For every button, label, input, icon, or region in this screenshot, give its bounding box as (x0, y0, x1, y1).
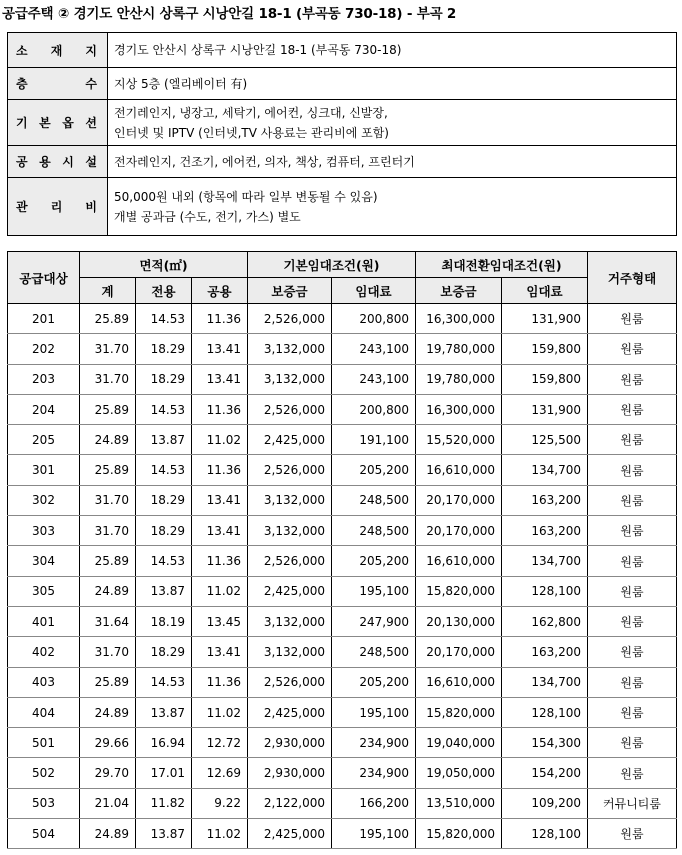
info-row (8, 68, 677, 100)
cell-unit-number: 204 (8, 394, 80, 424)
cell-max-deposit: 15,820,000 (416, 819, 502, 849)
cell-area-total: 25.89 (80, 304, 136, 334)
cell-unit-number: 302 (8, 485, 80, 515)
cell-max-rent: 128,100 (502, 819, 588, 849)
info-label-char: 지 (85, 43, 97, 58)
cell-area-common: 11.02 (192, 576, 248, 606)
cell-max-rent: 162,800 (502, 606, 588, 636)
info-label-char: 소 (16, 43, 28, 58)
cell-residence-type: 원룸 (588, 364, 677, 394)
cell-area-private: 18.29 (136, 334, 192, 364)
cell-basic-deposit: 2,526,000 (248, 455, 332, 485)
cell-basic-rent: 234,900 (332, 758, 416, 788)
info-value-line: 전기레인지, 냉장고, 세탁기, 에어컨, 싱크대, 신발장, (114, 105, 388, 120)
info-label-char: 재 (50, 43, 63, 58)
cell-area-common: 11.36 (192, 394, 248, 424)
table-row (8, 364, 677, 394)
info-value (108, 68, 677, 100)
table-row (8, 697, 677, 727)
cell-unit-number: 303 (8, 516, 80, 546)
table-row (8, 455, 677, 485)
cell-area-private: 17.01 (136, 758, 192, 788)
cell-area-total: 31.70 (80, 516, 136, 546)
cell-basic-deposit: 3,132,000 (248, 364, 332, 394)
cell-unit-number: 502 (8, 758, 80, 788)
table-row (8, 788, 677, 818)
cell-max-deposit: 16,300,000 (416, 394, 502, 424)
info-value-line: 전자레인지, 건조기, 에어컨, 의자, 책상, 컴퓨터, 프린터기 (114, 154, 415, 169)
cell-basic-deposit: 2,122,000 (248, 788, 332, 818)
cell-unit-number: 401 (8, 606, 80, 636)
cell-max-rent: 154,200 (502, 758, 588, 788)
cell-basic-rent: 195,100 (332, 576, 416, 606)
cell-max-rent: 128,100 (502, 697, 588, 727)
cell-max-rent: 134,700 (502, 455, 588, 485)
cell-residence-type: 원룸 (588, 334, 677, 364)
table-row (8, 637, 677, 667)
cell-unit-number: 304 (8, 546, 80, 576)
info-value-line: 경기도 안산시 상록구 시낭안길 18-1 (부곡동 730-18) (114, 43, 402, 57)
cell-basic-deposit: 2,425,000 (248, 425, 332, 455)
cell-basic-rent: 205,200 (332, 455, 416, 485)
header-basic-lease: 기본임대조건(원) (248, 252, 416, 278)
cell-area-common: 11.36 (192, 304, 248, 334)
table-row (8, 606, 677, 636)
cell-unit-number: 503 (8, 788, 80, 818)
cell-area-total: 25.89 (80, 546, 136, 576)
info-label (8, 68, 108, 100)
cell-max-deposit: 16,610,000 (416, 455, 502, 485)
cell-area-private: 18.19 (136, 606, 192, 636)
cell-basic-deposit: 3,132,000 (248, 637, 332, 667)
cell-max-rent: 131,900 (502, 394, 588, 424)
cell-area-private: 14.53 (136, 455, 192, 485)
info-label-char: 기 (16, 116, 28, 130)
cell-area-common: 13.41 (192, 516, 248, 546)
cell-max-deposit: 19,780,000 (416, 334, 502, 364)
info-label-char: 관 (16, 200, 28, 214)
cell-unit-number: 305 (8, 576, 80, 606)
cell-basic-deposit: 2,526,000 (248, 394, 332, 424)
info-label (8, 33, 108, 68)
cell-unit-number: 402 (8, 637, 80, 667)
cell-basic-deposit: 2,930,000 (248, 758, 332, 788)
cell-area-private: 18.29 (136, 364, 192, 394)
cell-area-common: 9.22 (192, 788, 248, 818)
cell-area-private: 14.53 (136, 304, 192, 334)
cell-basic-deposit: 2,425,000 (248, 819, 332, 849)
info-value (108, 146, 677, 178)
cell-max-rent: 159,800 (502, 334, 588, 364)
cell-basic-rent: 195,100 (332, 819, 416, 849)
cell-max-rent: 131,900 (502, 304, 588, 334)
info-row (8, 100, 677, 146)
cell-area-common: 11.02 (192, 819, 248, 849)
cell-area-common: 13.41 (192, 485, 248, 515)
cell-max-rent: 134,700 (502, 546, 588, 576)
cell-max-deposit: 20,170,000 (416, 485, 502, 515)
info-value (108, 33, 677, 68)
cell-max-deposit: 19,780,000 (416, 364, 502, 394)
cell-residence-type: 원룸 (588, 516, 677, 546)
cell-unit-number: 202 (8, 334, 80, 364)
cell-residence-type: 커뮤니티룸 (588, 788, 677, 818)
unit-pricing-table (7, 251, 677, 849)
cell-max-rent: 159,800 (502, 364, 588, 394)
header-basic-deposit: 보증금 (248, 278, 332, 304)
cell-basic-deposit: 3,132,000 (248, 606, 332, 636)
header-basic-rent: 임대료 (332, 278, 416, 304)
cell-max-rent: 163,200 (502, 637, 588, 667)
cell-area-private: 13.87 (136, 819, 192, 849)
cell-area-total: 29.66 (80, 728, 136, 758)
cell-unit-number: 205 (8, 425, 80, 455)
cell-basic-rent: 205,200 (332, 667, 416, 697)
cell-basic-rent: 248,500 (332, 637, 416, 667)
cell-area-private: 14.53 (136, 667, 192, 697)
table-row (8, 334, 677, 364)
header-area: 면적(㎡) (80, 252, 248, 278)
cell-area-private: 13.87 (136, 576, 192, 606)
cell-basic-deposit: 2,526,000 (248, 546, 332, 576)
cell-unit-number: 201 (8, 304, 80, 334)
cell-basic-rent: 243,100 (332, 334, 416, 364)
cell-max-deposit: 15,820,000 (416, 697, 502, 727)
cell-basic-rent: 195,100 (332, 697, 416, 727)
cell-area-common: 11.02 (192, 697, 248, 727)
info-value-line: 50,000원 내외 (항목에 따라 일부 변동될 수 있음) (114, 189, 378, 204)
info-label-char: 수 (85, 77, 97, 91)
cell-area-common: 11.02 (192, 425, 248, 455)
cell-max-deposit: 16,610,000 (416, 667, 502, 697)
cell-area-private: 18.29 (136, 516, 192, 546)
cell-basic-deposit: 2,526,000 (248, 304, 332, 334)
cell-residence-type: 원룸 (588, 546, 677, 576)
info-label-char: 본 (39, 116, 51, 130)
cell-residence-type: 원룸 (588, 728, 677, 758)
cell-basic-rent: 191,100 (332, 425, 416, 455)
cell-basic-rent: 248,500 (332, 485, 416, 515)
cell-basic-rent: 243,100 (332, 364, 416, 394)
cell-area-common: 13.45 (192, 606, 248, 636)
cell-area-common: 11.36 (192, 546, 248, 576)
cell-area-private: 11.82 (136, 788, 192, 818)
info-row (8, 146, 677, 178)
info-value (108, 178, 677, 236)
cell-area-private: 16.94 (136, 728, 192, 758)
cell-residence-type: 원룸 (588, 485, 677, 515)
table-row (8, 485, 677, 515)
cell-residence-type: 원룸 (588, 758, 677, 788)
cell-max-deposit: 15,520,000 (416, 425, 502, 455)
header-area-private: 전용 (136, 278, 192, 304)
header-max-conversion-lease: 최대전환임대조건(원) (416, 252, 588, 278)
cell-max-rent: 128,100 (502, 576, 588, 606)
cell-area-private: 13.87 (136, 425, 192, 455)
cell-area-total: 21.04 (80, 788, 136, 818)
cell-area-total: 25.89 (80, 455, 136, 485)
cell-basic-rent: 205,200 (332, 546, 416, 576)
cell-area-total: 31.70 (80, 637, 136, 667)
cell-unit-number: 203 (8, 364, 80, 394)
cell-basic-deposit: 3,132,000 (248, 485, 332, 515)
cell-max-deposit: 20,170,000 (416, 516, 502, 546)
cell-unit-number: 403 (8, 667, 80, 697)
cell-max-deposit: 13,510,000 (416, 788, 502, 818)
cell-area-private: 14.53 (136, 546, 192, 576)
cell-area-total: 25.89 (80, 394, 136, 424)
cell-residence-type: 원룸 (588, 606, 677, 636)
info-label (8, 100, 108, 146)
header-unit: 공급대상 (8, 252, 80, 304)
cell-unit-number: 301 (8, 455, 80, 485)
cell-area-common: 13.41 (192, 637, 248, 667)
cell-residence-type: 원룸 (588, 455, 677, 485)
cell-max-rent: 163,200 (502, 485, 588, 515)
table-row (8, 728, 677, 758)
table-row (8, 546, 677, 576)
table-row (8, 516, 677, 546)
table-row (8, 304, 677, 334)
page-title: 공급주택 ② 경기도 안산시 상록구 시낭안길 18-1 (부곡동 730-18) - 부곡 2 (2, 6, 457, 22)
info-label-char: 공 (16, 155, 28, 169)
cell-area-common: 11.36 (192, 667, 248, 697)
info-value (108, 100, 677, 146)
cell-area-total: 31.64 (80, 606, 136, 636)
cell-max-deposit: 20,130,000 (416, 606, 502, 636)
cell-unit-number: 501 (8, 728, 80, 758)
cell-max-rent: 125,500 (502, 425, 588, 455)
cell-max-rent: 134,700 (502, 667, 588, 697)
table-row (8, 819, 677, 849)
info-label-char: 설 (85, 155, 97, 169)
cell-residence-type: 원룸 (588, 394, 677, 424)
cell-max-rent: 109,200 (502, 788, 588, 818)
cell-max-deposit: 15,820,000 (416, 576, 502, 606)
cell-area-common: 13.41 (192, 334, 248, 364)
cell-area-common: 12.69 (192, 758, 248, 788)
cell-basic-rent: 166,200 (332, 788, 416, 818)
cell-residence-type: 원룸 (588, 819, 677, 849)
table-row (8, 576, 677, 606)
info-label-char: 용 (39, 155, 51, 169)
info-value-line: 개별 공과금 (수도, 전기, 가스) 별도 (114, 209, 301, 224)
cell-max-deposit: 19,040,000 (416, 728, 502, 758)
cell-residence-type: 원룸 (588, 425, 677, 455)
cell-area-common: 12.72 (192, 728, 248, 758)
cell-area-total: 24.89 (80, 425, 136, 455)
cell-max-rent: 154,300 (502, 728, 588, 758)
cell-area-total: 29.70 (80, 758, 136, 788)
cell-area-private: 14.53 (136, 394, 192, 424)
info-label (8, 146, 108, 178)
info-label-char: 션 (85, 116, 97, 130)
header-area-common: 공용 (192, 278, 248, 304)
cell-basic-rent: 200,800 (332, 304, 416, 334)
cell-area-total: 25.89 (80, 667, 136, 697)
cell-basic-deposit: 2,526,000 (248, 667, 332, 697)
cell-residence-type: 원룸 (588, 667, 677, 697)
cell-unit-number: 504 (8, 819, 80, 849)
cell-residence-type: 원룸 (588, 637, 677, 667)
cell-residence-type: 원룸 (588, 697, 677, 727)
cell-area-total: 31.70 (80, 334, 136, 364)
info-label-char: 비 (85, 200, 97, 214)
table-row (8, 394, 677, 424)
property-info-table (7, 32, 677, 236)
info-value-line: 지상 5층 (엘리베이터 有) (114, 76, 248, 91)
info-label (8, 178, 108, 236)
info-label-char: 옵 (62, 116, 74, 130)
cell-area-private: 18.29 (136, 637, 192, 667)
cell-area-total: 24.89 (80, 576, 136, 606)
cell-residence-type: 원룸 (588, 576, 677, 606)
cell-basic-deposit: 2,930,000 (248, 728, 332, 758)
cell-basic-rent: 200,800 (332, 394, 416, 424)
cell-max-deposit: 16,300,000 (416, 304, 502, 334)
table-row (8, 667, 677, 697)
cell-max-rent: 163,200 (502, 516, 588, 546)
cell-max-deposit: 20,170,000 (416, 637, 502, 667)
cell-basic-rent: 248,500 (332, 516, 416, 546)
info-value-line: 인터넷 및 IPTV (인터넷,TV 사용료는 관리비에 포함) (114, 125, 389, 140)
header-max-deposit: 보증금 (416, 278, 502, 304)
cell-unit-number: 404 (8, 697, 80, 727)
cell-area-total: 24.89 (80, 697, 136, 727)
info-label-char: 시 (62, 155, 74, 169)
cell-area-private: 18.29 (136, 485, 192, 515)
cell-basic-deposit: 2,425,000 (248, 576, 332, 606)
header-residence-type: 거주형태 (588, 252, 677, 304)
info-row (8, 33, 677, 68)
cell-basic-rent: 234,900 (332, 728, 416, 758)
table-row (8, 425, 677, 455)
cell-area-total: 24.89 (80, 819, 136, 849)
info-row (8, 178, 677, 236)
header-max-rent: 임대료 (502, 278, 588, 304)
cell-area-common: 13.41 (192, 364, 248, 394)
cell-basic-deposit: 3,132,000 (248, 334, 332, 364)
cell-basic-rent: 247,900 (332, 606, 416, 636)
info-label-char: 층 (16, 77, 28, 91)
cell-area-private: 13.87 (136, 697, 192, 727)
cell-basic-deposit: 2,425,000 (248, 697, 332, 727)
header-area-total: 계 (80, 278, 136, 304)
info-label-char: 리 (50, 200, 63, 214)
cell-area-common: 11.36 (192, 455, 248, 485)
cell-area-total: 31.70 (80, 364, 136, 394)
cell-area-total: 31.70 (80, 485, 136, 515)
cell-basic-deposit: 3,132,000 (248, 516, 332, 546)
cell-max-deposit: 19,050,000 (416, 758, 502, 788)
cell-max-deposit: 16,610,000 (416, 546, 502, 576)
cell-residence-type: 원룸 (588, 304, 677, 334)
table-row (8, 758, 677, 788)
